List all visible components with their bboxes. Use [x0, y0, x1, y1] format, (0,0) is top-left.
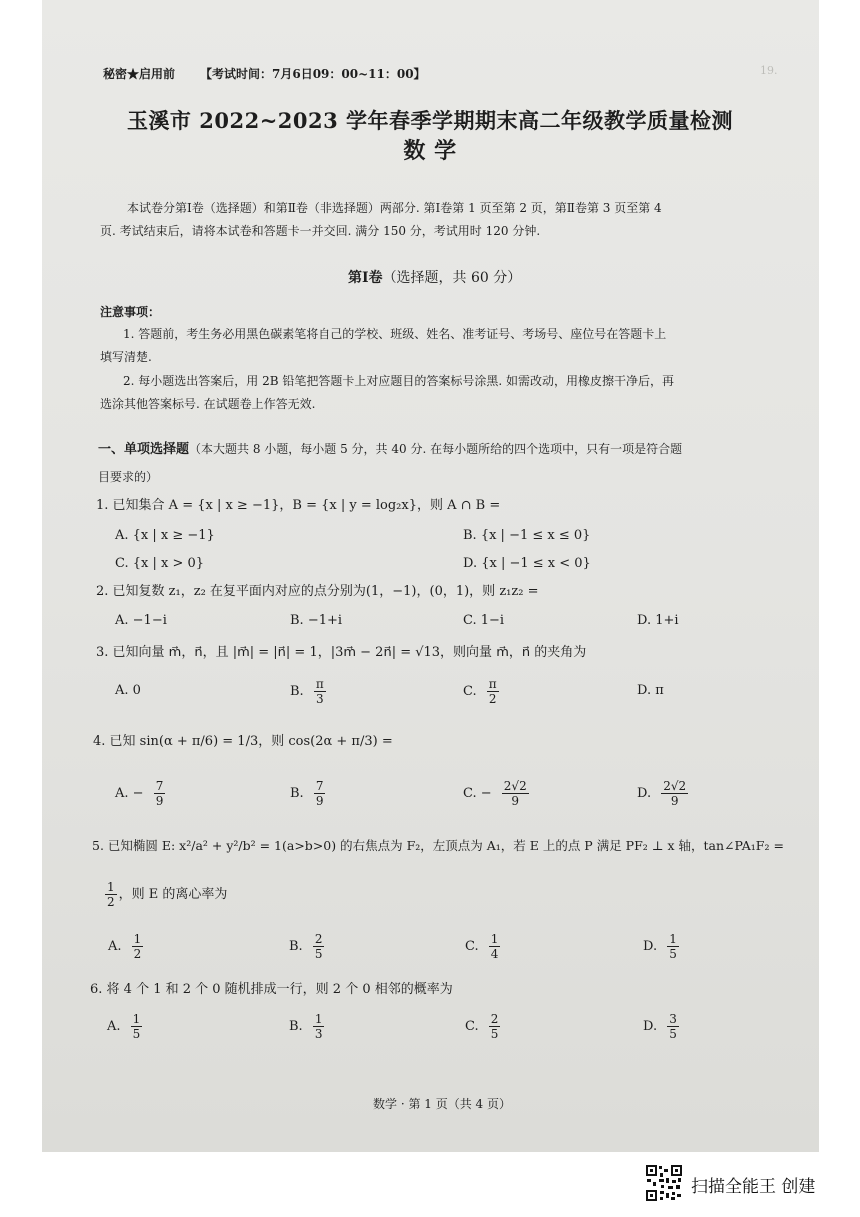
question-3-option-d: D. π: [637, 683, 664, 698]
note-1-line-1: 1. 答题前，考生务必用黑色碳素笔将自己的学校、班级、姓名、准考证号、考场号、座位号在答题卡上: [123, 327, 667, 341]
fraction: [502, 779, 529, 808]
fraction: [313, 932, 325, 961]
exam-paper: [42, 0, 819, 1152]
fraction-denominator: 3: [314, 1027, 323, 1041]
question-5-option-c: [465, 932, 502, 961]
fraction: [132, 932, 144, 961]
fraction-numerator: 7: [155, 779, 164, 793]
question-4-option-c: [463, 779, 531, 808]
fraction-denominator: 9: [511, 794, 520, 808]
question-5-option-d: [643, 932, 681, 961]
qr-code-icon: [645, 1164, 683, 1202]
part-title: 第Ⅰ卷: [348, 270, 383, 286]
intro-line-1: 本试卷分第Ⅰ卷（选择题）和第Ⅱ卷（非选择题）两部分. 第Ⅰ卷第 1 页至第 2 页，第Ⅱ卷第 3 页至第 4: [127, 201, 662, 215]
fraction-denominator: 2: [488, 692, 497, 706]
fraction: [131, 1012, 143, 1041]
fraction-denominator: 4: [490, 947, 499, 961]
stem-text: ，则 E 的离心率为: [118, 887, 228, 902]
stem-prefix: 4. 已知 sin: [93, 734, 159, 749]
question-3-option-a: A. 0: [115, 683, 141, 698]
fraction-denominator: 5: [314, 947, 323, 961]
fraction: [667, 932, 679, 961]
fraction: [313, 1012, 325, 1041]
section-heading: [98, 441, 682, 458]
bleed-through-text: 19.: [760, 64, 778, 77]
fraction-numerator: 1: [669, 932, 677, 946]
section-desc-2: 目要求的）: [98, 470, 159, 484]
fraction-denominator: 5: [132, 1027, 141, 1041]
section-desc: （本大题共 8 小题，每小题 5 分，共 40 分. 在每小题所给的四个选项中，只有一项是符合题: [189, 442, 683, 456]
option-label: D.: [643, 1019, 658, 1034]
question-6-option-b: [289, 1012, 326, 1041]
question-2-option-d: D. 1+i: [637, 613, 679, 628]
fraction-numerator: 1: [133, 932, 142, 946]
question-2-option-c: C. 1−i: [463, 613, 505, 628]
fraction-denominator: 2: [107, 895, 115, 909]
option-label: C.: [463, 684, 477, 699]
fraction: [489, 932, 501, 961]
question-4-option-b: [290, 779, 327, 808]
fraction-denominator: 5: [669, 947, 677, 961]
fraction: [105, 880, 117, 909]
question-2-option-a: A. −1−i: [115, 613, 167, 628]
question-1-stem: 1. 已知集合 A = {x | x ≥ −1}，B = {x | y = log₂x}，则 A ∩ B =: [96, 498, 501, 513]
fraction-denominator: 2: [133, 947, 142, 961]
option-label: C.: [465, 1019, 479, 1034]
option-label: B.: [290, 786, 304, 801]
question-1-option-c: C. {x | x > 0}: [115, 556, 205, 571]
fraction: [314, 779, 326, 808]
question-6-option-c: [465, 1012, 502, 1041]
question-1-option-b: B. {x | −1 ≤ x ≤ 0}: [463, 528, 591, 543]
fraction-numerator: 1: [490, 932, 499, 946]
fraction-numerator: π: [488, 677, 497, 691]
fraction: [667, 1012, 679, 1041]
fraction-numerator: π: [315, 677, 324, 691]
fraction-denominator: 9: [315, 794, 324, 808]
fraction-numerator: 1: [132, 1012, 141, 1026]
question-5-option-a: [108, 932, 145, 961]
notes-heading: 注意事项：: [100, 305, 161, 319]
fraction-denominator: 5: [490, 1027, 499, 1041]
option-label: C. −: [463, 786, 492, 801]
part-heading: [348, 270, 521, 286]
intro-line-2: 页. 考试结束后，请将本试卷和答题卡一并交回. 满分 150 分，考试用时 120 分钟.: [100, 224, 541, 238]
question-1-option-d: D. {x | −1 ≤ x < 0}: [463, 556, 591, 571]
exam-title: 玉溪市 2022~2023 学年春季学期期末高二年级教学质量检测: [126, 108, 734, 133]
option-label: B.: [289, 1019, 303, 1034]
fraction: [487, 677, 499, 706]
note-1-line-2: 填写清楚.: [100, 350, 152, 364]
fraction-denominator: 5: [669, 1027, 677, 1041]
fraction-denominator: 9: [155, 794, 164, 808]
question-6-option-d: [643, 1012, 681, 1041]
fraction-denominator: 9: [670, 794, 679, 808]
option-label: B.: [289, 939, 303, 954]
fraction-numerator: 7: [315, 779, 324, 793]
question-3-option-c: [463, 677, 501, 706]
subject-title: 数 学: [403, 138, 457, 164]
question-5-stem: 5. 已知椭圆 E: x²/a² + y²/b² = 1(a>b>0) 的右焦点为 F₂，左顶点为 A₁，若 E 上的点 P 满足 PF₂ ⊥ x 轴，tan∠PA₁F₂ =: [92, 838, 784, 853]
fraction-numerator: 1: [107, 880, 115, 894]
option-label: B.: [290, 684, 304, 699]
question-4-option-a: [115, 779, 167, 808]
question-4-stem: [93, 734, 393, 750]
question-3-option-b: [290, 677, 328, 706]
fraction: [489, 1012, 501, 1041]
question-1-option-a: A. {x | x ≥ −1}: [115, 528, 215, 543]
fraction-numerator: 1: [314, 1012, 323, 1026]
option-label: A.: [107, 1019, 121, 1034]
exam-time: 【考试时间：7月6日09：00~11：00】: [200, 67, 426, 81]
fraction-numerator: 3: [669, 1012, 677, 1026]
option-label: A.: [108, 939, 122, 954]
scanner-watermark-text: 扫描全能王 创建: [691, 1177, 816, 1197]
question-6-option-a: [107, 1012, 144, 1041]
stem-body: (α + π/6) = 1/3，则 cos(2α + π/3) =: [158, 734, 393, 749]
section-title: 一、单项选择题: [98, 442, 190, 457]
option-label: D.: [637, 786, 652, 801]
fraction-numerator: 2√2: [663, 779, 687, 793]
fraction: [154, 779, 166, 808]
note-2-line-2: 选涂其他答案标号. 在试题卷上作答无效.: [100, 397, 316, 411]
option-label: A. −: [115, 786, 144, 801]
question-3-stem: 3. 已知向量 m⃗，n⃗，且 |m⃗| = |n⃗| = 1，|3m⃗ − 2n⃗| = √13，则向量 m⃗，n⃗ 的夹角为: [96, 645, 587, 660]
note-2-line-1: 2. 每小题选出答案后，用 2B 铅笔把答题卡上对应题目的答案标号涂黑. 如需改动，用橡皮擦干净后，再: [123, 374, 674, 388]
question-4-option-d: [637, 779, 690, 808]
fraction-numerator: 2: [490, 1012, 499, 1026]
question-6-stem: 6. 将 4 个 1 和 2 个 0 随机排成一行，则 2 个 0 相邻的概率为: [90, 982, 453, 997]
question-2-option-b: B. −1+i: [290, 613, 343, 628]
fraction: [661, 779, 688, 808]
option-label: C.: [465, 939, 479, 954]
fraction-numerator: 2√2: [503, 779, 527, 793]
confidential-label: 秘密★启用前: [103, 67, 176, 81]
question-2-stem: 2. 已知复数 z₁，z₂ 在复平面内对应的点分别为(1，−1)，(0，1)，则 z₁z₂ =: [96, 584, 539, 599]
question-5-option-b: [289, 932, 326, 961]
fraction-denominator: 3: [315, 692, 324, 706]
page-number: 数学 · 第 1 页（共 4 页）: [373, 1097, 511, 1111]
option-label: D.: [643, 939, 658, 954]
question-5-stem-2: [103, 880, 227, 909]
fraction-numerator: 2: [314, 932, 323, 946]
fraction: [314, 677, 326, 706]
part-subtitle: （选择题，共 60 分）: [382, 270, 522, 286]
